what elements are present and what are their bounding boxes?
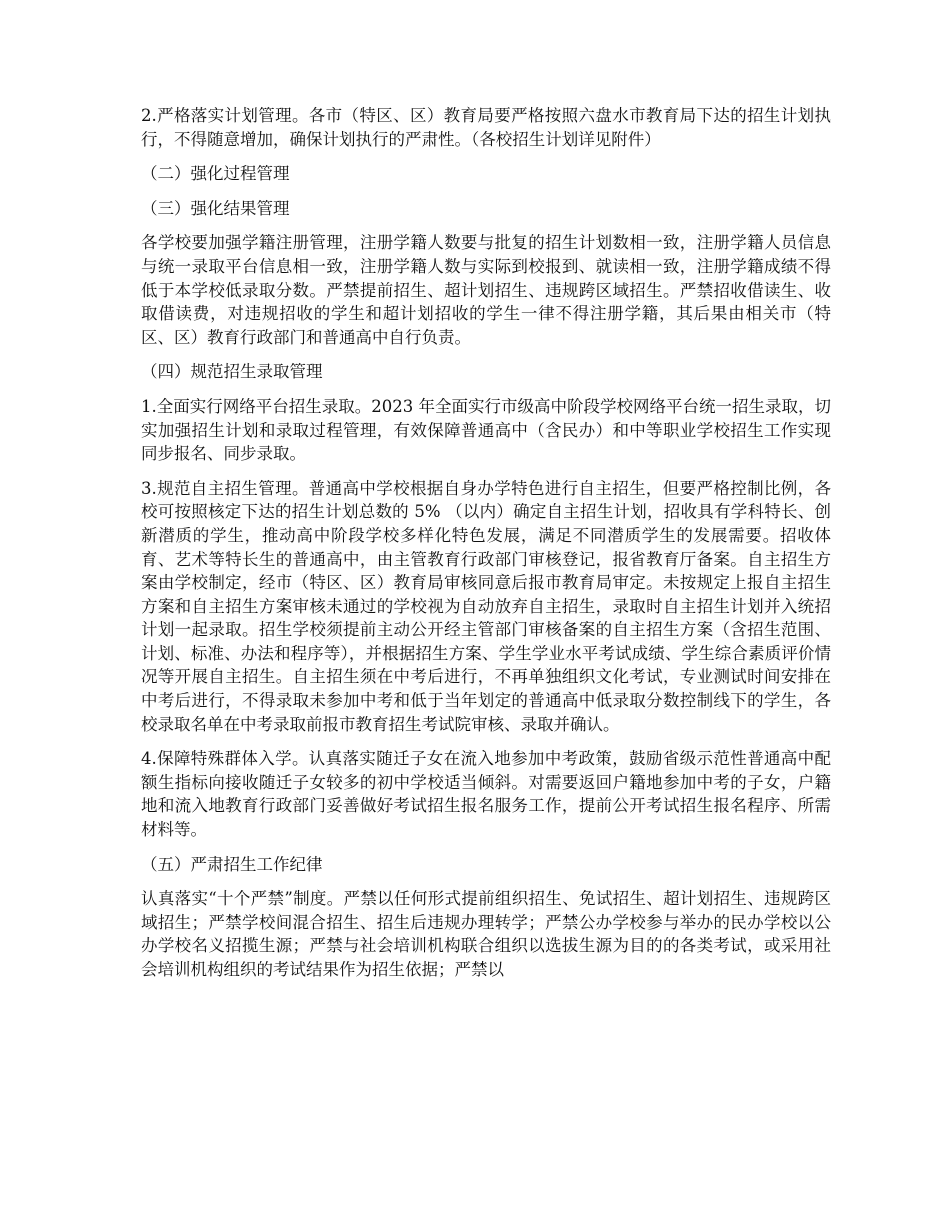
paragraph-independent-admission: 3.规范自主招生管理。普通高中学校根据自身办学特色进行自主招生，但要严格控制比例，各校可按照核定下达的招生计划总数的 5% （以内）确定自主招生计划，招收具有学科特长、创新潜质的学生，推动高中阶段学校多样化特色发展，满足不同潜质学生的发展需要。招收体育、艺术等特长生的普通高中，由主管教育行政部门审核登记，报省教育厅备案。自主招生方案由学校制定，经市（特区、区）教育局审核同意后报市教育局审定。未按规定上报自主招生方案和自主招生方案审核未通过的学校视为自动放弃自主招生，录取时自主招生计划并入统招计划一起录取。招生学校须提前主动公开经主管部门审核备案的自主招生方案（含招生范围、计划、标准、办法和程序等），并根据招生方案、学生学业水平考试成绩、学生综合素质评价情况等开展自主招生。自主招生须在中考后进行，不再单独组织文化考试，专业测试时间安排在中考后进行，不得录取未参加中考和低于当年划定的普通高中低录取分数控制线下的学生，各校录取名单在中考录取前报市教育招生考试院审核、录取并确认。 [141, 478, 831, 734]
paragraph-student-registration: 各学校要加强学籍注册管理，注册学籍人数要与批复的招生计划数相一致，注册学籍人员信息与统一录取平台信息相一致，注册学籍人数与实际到校报到、就读相一致，注册学籍成绩不得低于本学校低录取分数。严禁提前招生、超计划招生、违规跨区域招生。严禁招收借读生、收取借读费，对违规招收的学生和超计划招收的学生一律不得注册学籍，其后果由相关市（特区、区）教育行政部门和普通高中自行负责。 [141, 233, 831, 347]
heading-admission-discipline: （五）严肃招生工作纪律 [141, 854, 323, 874]
paragraph-plan-management: 2.严格落实计划管理。各市（特区、区）教育局要严格按照六盘水市教育局下达的招生计划执行，不得随意增加，确保计划执行的严肃性。（各校招生计划详见附件） [141, 106, 831, 149]
heading-admission-standards: （四）规范招生录取管理 [141, 362, 323, 382]
paragraph-special-groups: 4.保障特殊群体入学。认真落实随迁子女在流入地参加中考政策，鼓励省级示范性普通高中配额生指标向接收随迁子女较多的初中学校适当倾斜。对需要返回户籍地参加中考的子女，户籍地和流入地教育行政部门妥善做好考试招生报名服务工作，提前公开考试招生报名程序、所需材料等。 [141, 749, 831, 840]
document-body [141, 104, 831, 993]
paragraph-online-admission: 1.全面实行网络平台招生录取。2023 年全面实行市级高中阶段学校网络平台统一招生录取，切实加强招生计划和录取过程管理，有效保障普通高中（含民办）和中等职业学校招生工作实现同步报名、同步录取。 [141, 396, 831, 464]
paragraph-prohibitions: 认真落实“十个严禁”制度。严禁以任何形式提前组织招生、免试招生、超计划招生、违规跨区域招生；严禁学校间混合招生、招生后违规办理转学；严禁公办学校参与举办的民办学校以公办学校名义招揽生源；严禁与社会培训机构联合组织以选拔生源为目的的各类考试，或采用社会培训机构组织的考试结果作为招生依据；严禁以 [141, 889, 831, 979]
heading-result-management: （三）强化结果管理 [141, 198, 290, 218]
heading-process-management: （二）强化过程管理 [141, 164, 290, 184]
